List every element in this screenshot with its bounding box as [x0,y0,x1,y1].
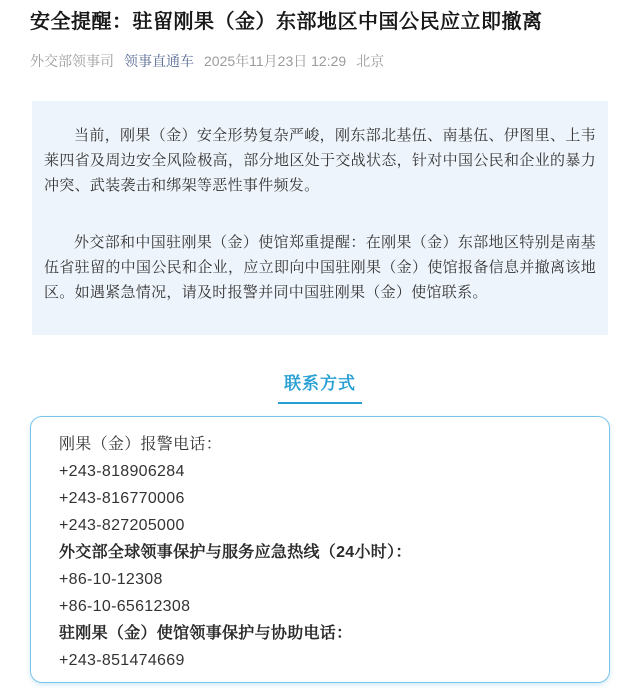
contact-box [30,416,610,683]
contact-line-phone: +86-10-65612308 [59,598,191,615]
contact-line-phone: +86-10-12308 [59,571,163,588]
contact-line-phone: +243-827205000 [59,517,185,534]
contact-line-phone: +243-851474669 [59,652,185,669]
alert-paragraph-1: 当前，刚果（金）安全形势复杂严峻，刚东部北基伍、南基伍、伊图里、上韦莱四省及周边安全风险极高，部分地区处于交战状态，针对中国公民和企业的暴力冲突、武装袭击和绑架等恶性事件频发。 [44,127,596,194]
byline-account-link[interactable]: 领事直通车 [124,53,194,69]
contact-section-title: 联系方式 [278,369,362,404]
contact-line-police-label: 刚果（金）报警电话： [59,436,223,453]
byline [30,51,610,71]
article-title: 安全提醒：驻留刚果（金）东部地区中国公民应立即撤离 [30,11,543,33]
contact-section [0,369,640,404]
alert-paragraph-2: 外交部和中国驻刚果（金）使馆郑重提醒：在刚果（金）东部地区特别是南基伍省驻留的中国公民和企业，应立即向中国驻刚果（金）使馆报备信息并撤离该地区。如遇紧急情况，请及时报警并同中国驻刚果（金）使馆联系。 [44,234,596,301]
contact-line-phone: +243-818906284 [59,463,185,480]
contact-line-embassy-label: 驻刚果（金）使馆领事保护与协助电话： [59,625,353,642]
byline-location: 北京 [356,53,385,69]
contact-line-hotline-label: 外交部全球领事保护与服务应急热线（24小时）： [59,544,412,561]
article-page [0,8,640,683]
byline-author: 外交部领事司 [30,53,114,69]
byline-datetime: 2025年11月23日 12:29 [204,53,347,69]
contact-line-phone: +243-816770006 [59,490,185,507]
alert-box [32,101,608,335]
